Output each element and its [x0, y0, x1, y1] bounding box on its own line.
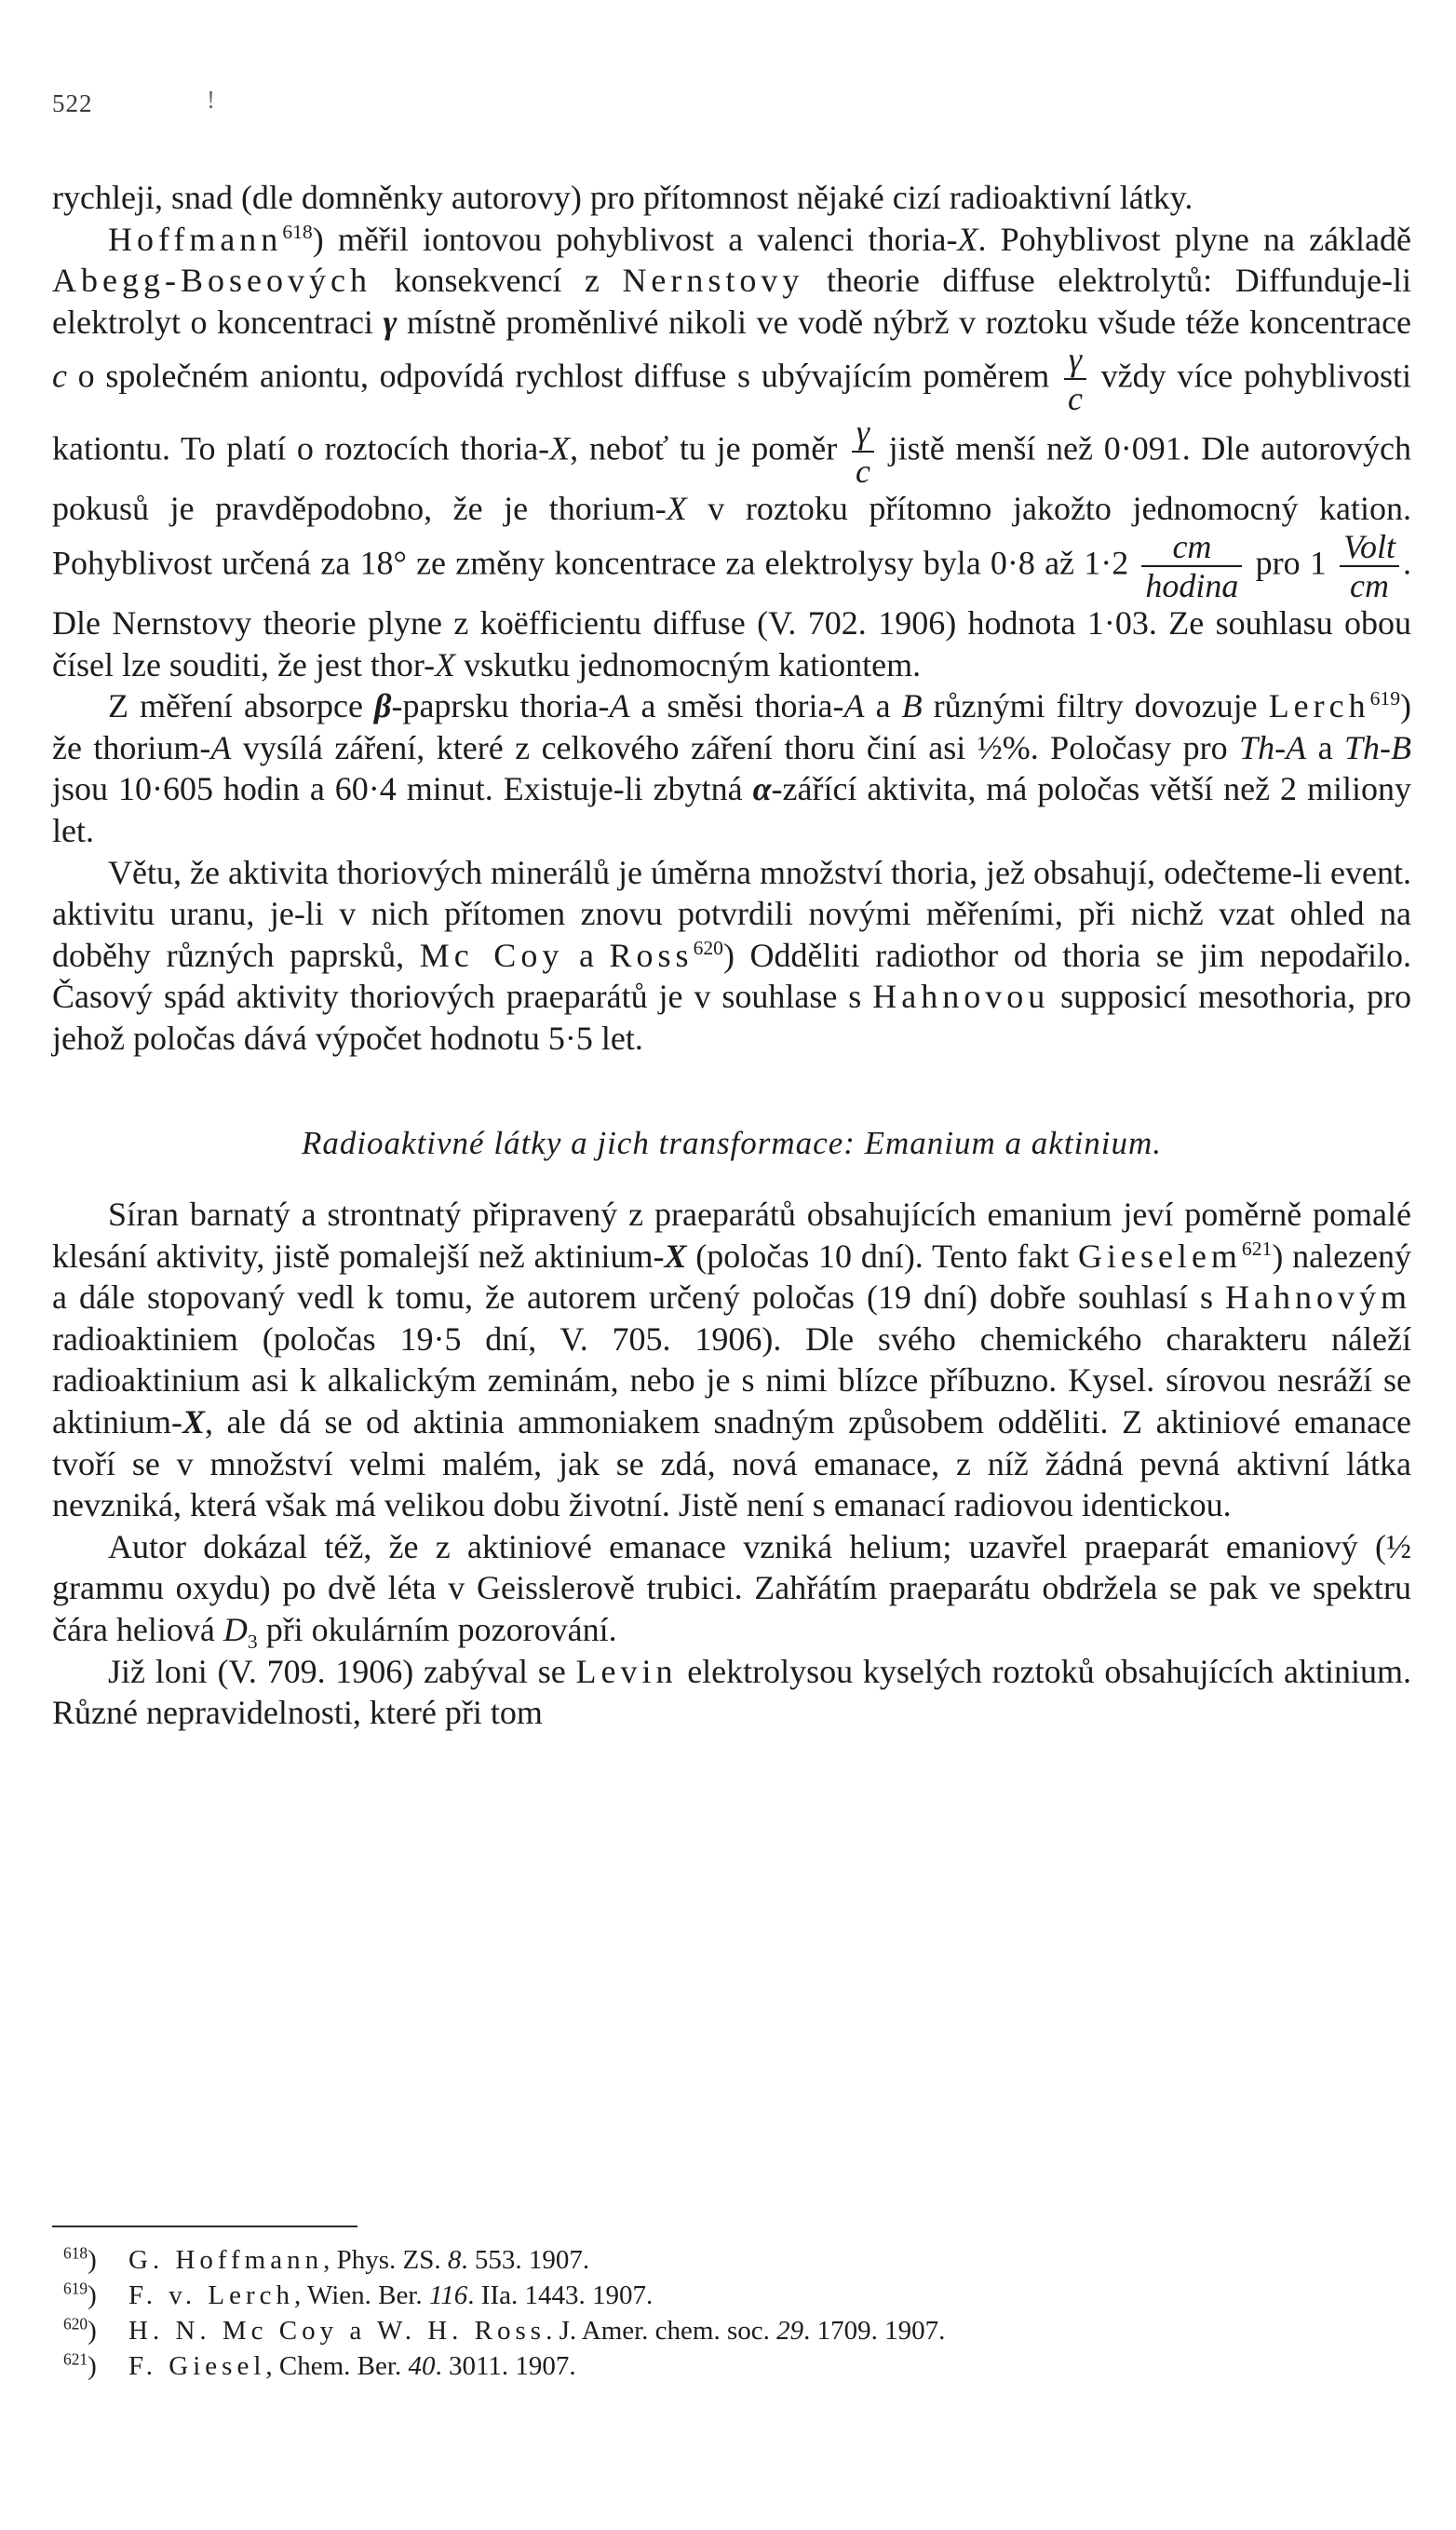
footnote-621: $^{621}$) F. Giesel, Chem. Ber. 40. 3011. 1907. [63, 2349, 576, 2381]
fraction-cm-hodina: $\frac{cm}{\text{hodina}}$ [1141, 530, 1242, 602]
fraction-volt-cm: $\frac{\text{Volt}}{cm}$ [1340, 530, 1399, 602]
footnote-ref-619: 619 [1369, 687, 1401, 710]
footnote-ref-621: 621 [1241, 1237, 1273, 1260]
paragraph-2: Hoffmann$^{618}$) měřil iontovou pohyblivost a valenci thoria-X. Pohyblivost plyne na základě Abegg-Boseových konsekvencí z Nernstovy theorie diffuse elektrolytů: Diffunduje-li elektrolyt o koncentraci γ místně proměnlivé nikoli ve vodě nýbrž v roztoku všude téže koncentrace c o společném aniontu, odpovídá rychlost diffuse s ubývajícím poměrem $\frac{\gamma}{c}$ vždy více pohyblivosti kationtu. To platí o roztocích thoria-X, neboť tu je poměr $\frac{\gamma}{c}$ jistě menší než 0·091. Dle autorových pokusů je pravděpodobno, že je thorium-X v roztoku přítomno jakožto jednomocný kation. Pohyblivost určená za 18° ze změny koncentrace za elektrolysy byla 0·8 až 1·2 $\frac{cm}{\text{hodina}}$ pro 1 $\frac{\text{Volt}}{cm}$ . Dle Nernstovy theorie plyne z koëfficientu diffuse (V. 702. 1906) hodnota 1·03. Ze souhlasu obou čísel lze souditi, že jest thor-X vskutku jednomocným kationtem. [52, 220, 1412, 683]
paragraph-6: Autor dokázal též, že z aktiniové emanace vzniká helium; uzavřel praeparát emaniový (½ grammu oxydu) po dvě léta v Geisslerově trubici. Zahřátím praeparátu obdržela se pak ve spektru čára heliová $D_3$ při okulárním pozorování. [52, 1527, 1411, 1654]
author-hoffmann: Hoffmann [108, 220, 283, 258]
footnote-618: $^{618}$) G. Hoffmann, Phys. ZS. 8. 553. 1907. [63, 2243, 590, 2275]
footnote-ref-618: 618 [282, 220, 313, 243]
footnote-divider [52, 2226, 357, 2227]
footnote-620: $^{620}$) H. N. Mc Coy a W. H. Ross. J. Amer. chem. soc. 29. 1709. 1907. [63, 2314, 946, 2346]
author-ross: Ross [609, 936, 694, 974]
paragraph-7: Již loni (V. 709. 1906) zabýval se Levin elektrolysou kyselých roztoků obsahujících aktinium. Různé nepravidelnosti, které při tom [52, 1652, 1412, 1732]
main-text [52, 177, 1411, 1734]
paragraph-4: Větu, že aktivita thoriových minerálů je úměrna množství thoria, jež obsahují, odečteme-li event. aktivitu uranu, je-li v nich přítomen znovu potvrdili novými měřeními, při nichž vzat ohled na doběhy různých paprsků, Mc Coy a Ross$^{620}$) Odděliti radiothor od thoria se jim nepodařilo. Časový spád aktivity thoriových praeparátů je v souhlase s Hahnovou supposicí mesothoria, pro jehož poločas dává výpočet hodnotu 5·5 let. [52, 853, 1412, 1057]
footnote-ref-620: 620 [693, 936, 723, 959]
footnote-619: $^{619}$) F. v. Lerch, Wien. Ber. 116. IIa. 1443. 1907. [63, 2279, 654, 2310]
author-lerch: Lerch [1268, 687, 1370, 725]
author-nernst: Nernstovy [622, 262, 804, 300]
section-title: Radioaktivné látky a jich transformace: Emanium a aktinium. [301, 1124, 1163, 1161]
fraction-gamma-c: $\frac{\gamma}{c}$ [1064, 343, 1086, 415]
page-number: 522 [52, 89, 93, 117]
author-hahn: Hahnovou [872, 978, 1050, 1016]
paragraph-1: rychleji, snad (dle domněnky autorovy) pro přítomnost nějaké cizí radioaktivní látky. [52, 179, 1193, 216]
author-hahn-2: Hahnovým [1225, 1279, 1411, 1317]
author-abegg-bose: Abegg-Boseových [52, 262, 371, 300]
paragraph-3: Z měření absorpce β-paprsku thoria-A a směsi thoria-A a B různými filtry dovozuje Lerch$^{619}$) že thorium-A vysílá záření, které z celkového záření thoru činí asi ½%. Poločasy pro Th-A a Th-B jsou 10·605 hodin a 60·4 minut. Existuje-li zbytná α-zářící aktivita, má poločas větší než 2 miliony let. [52, 687, 1412, 849]
author-giesel: Gieselem [1077, 1237, 1242, 1275]
author-mccoy: Mc Coy [419, 936, 564, 974]
page-mark: ! [207, 86, 215, 114]
author-levin: Levin [575, 1652, 678, 1690]
paragraph-5: Síran barnatý a strontnatý připravený z praeparátů obsahujících emanium jeví poměrně pomalé klesání aktivity, jistě pomalejší než aktinium-X (poločas 10 dní). Tento fakt Gieselem$^{621}$) nalezený a dále stopovaný vedl k tomu, že autorem určený poločas (19 dní) dobře souhlasí s Hahnovým radioaktiniem (poločas 19·5 dní, V. 705. 1906). Dle svého chemického charakteru náleží radioaktinium asi k alkalickým zeminám, nebo je s nimi blízce příbuzno. Kysel. sírovou nesráží se aktinium-X, ale dá se od aktinia ammoniakem snadným způsobem odděliti. Z aktiniové emanace tvoří se v množství velmi malém, jak se zdá, nová emanace, z níž žádná pevná aktivní látka nevzniká, která však má velikou dobu životní. Jistě není s emanací radiovou identickou. [52, 1196, 1412, 1524]
fraction-gamma-c-2: $\frac{\gamma}{c}$ [852, 415, 874, 488]
footnotes [63, 2242, 1413, 2384]
